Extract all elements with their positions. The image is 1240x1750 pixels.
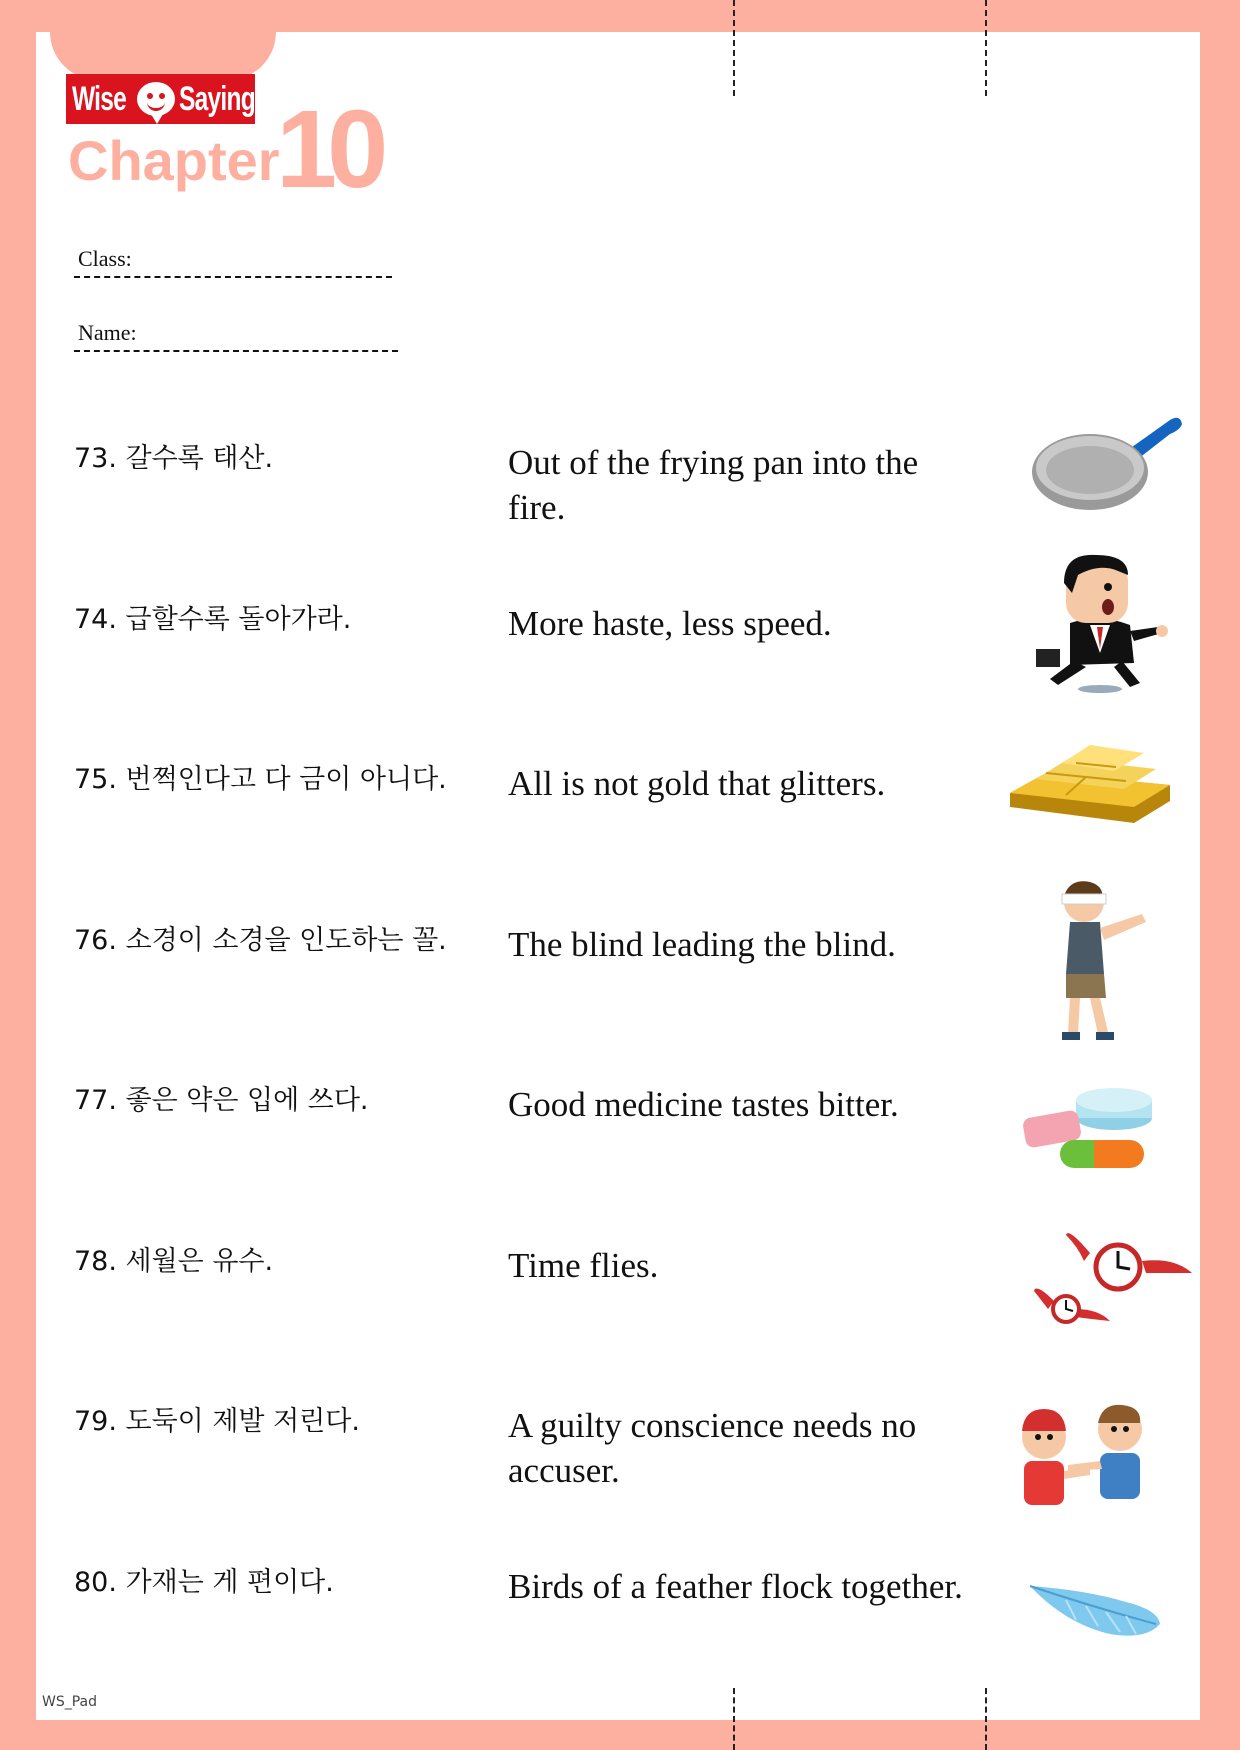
name-field[interactable] bbox=[74, 350, 398, 352]
english-proverb: Good medicine tastes bitter. bbox=[508, 1085, 899, 1124]
korean-proverb: 73. 갈수록 태산. bbox=[74, 443, 274, 474]
frying-pan-icon bbox=[1030, 410, 1190, 520]
korean-proverb: 76. 소경이 소경을 인도하는 꼴. bbox=[74, 925, 447, 956]
chapter-number: 10 bbox=[276, 88, 379, 211]
logo-text-left: Wise bbox=[72, 79, 127, 118]
wise-saying-logo bbox=[66, 74, 255, 124]
name-label: Name: bbox=[78, 320, 137, 345]
english-proverb: A guilty conscience needs no accuser. bbox=[508, 1406, 917, 1490]
blindfolded-man-icon bbox=[1030, 874, 1160, 1046]
cut-mark bbox=[733, 1688, 735, 1750]
korean-proverb: 80. 가재는 게 편이다. bbox=[74, 1567, 334, 1598]
hurrying-businessman-icon bbox=[1030, 553, 1170, 695]
chapter-label: Chapter bbox=[68, 129, 280, 192]
english-proverb: More haste, less speed. bbox=[508, 604, 832, 643]
korean-proverb: 79. 도둑이 제발 저린다. bbox=[74, 1406, 360, 1437]
pills-icon bbox=[1022, 1086, 1162, 1176]
korean-proverb: 77. 좋은 약은 입에 쓰다. bbox=[74, 1085, 369, 1116]
english-proverb: Birds of a feather flock together. bbox=[508, 1567, 963, 1606]
english-proverb: Time flies. bbox=[508, 1246, 659, 1285]
class-field[interactable] bbox=[74, 276, 392, 278]
cut-mark bbox=[985, 1688, 987, 1750]
korean-proverb: 74. 급할수록 돌아가라. bbox=[74, 604, 352, 635]
flying-clocks-icon bbox=[1028, 1217, 1196, 1331]
english-proverb: The blind leading the blind. bbox=[508, 925, 896, 964]
cut-mark bbox=[985, 0, 987, 96]
speech-bubble-icon bbox=[137, 82, 175, 116]
cut-mark bbox=[733, 0, 735, 96]
footer-code: WS_Pad bbox=[42, 1694, 98, 1710]
korean-proverb: 78. 세월은 유수. bbox=[74, 1246, 274, 1277]
class-label: Class: bbox=[78, 246, 132, 271]
pointing-boys-icon bbox=[1010, 1391, 1160, 1513]
gold-bars-icon bbox=[1006, 733, 1174, 827]
logo-text-right: Saying bbox=[179, 79, 256, 118]
feather-icon bbox=[1026, 1580, 1166, 1644]
english-proverb: All is not gold that glitters. bbox=[508, 764, 886, 803]
english-proverb: Out of the frying pan into the fire. bbox=[508, 443, 919, 527]
header-tab bbox=[50, 0, 276, 80]
korean-proverb: 75. 번쩍인다고 다 금이 아니다. bbox=[74, 764, 447, 795]
